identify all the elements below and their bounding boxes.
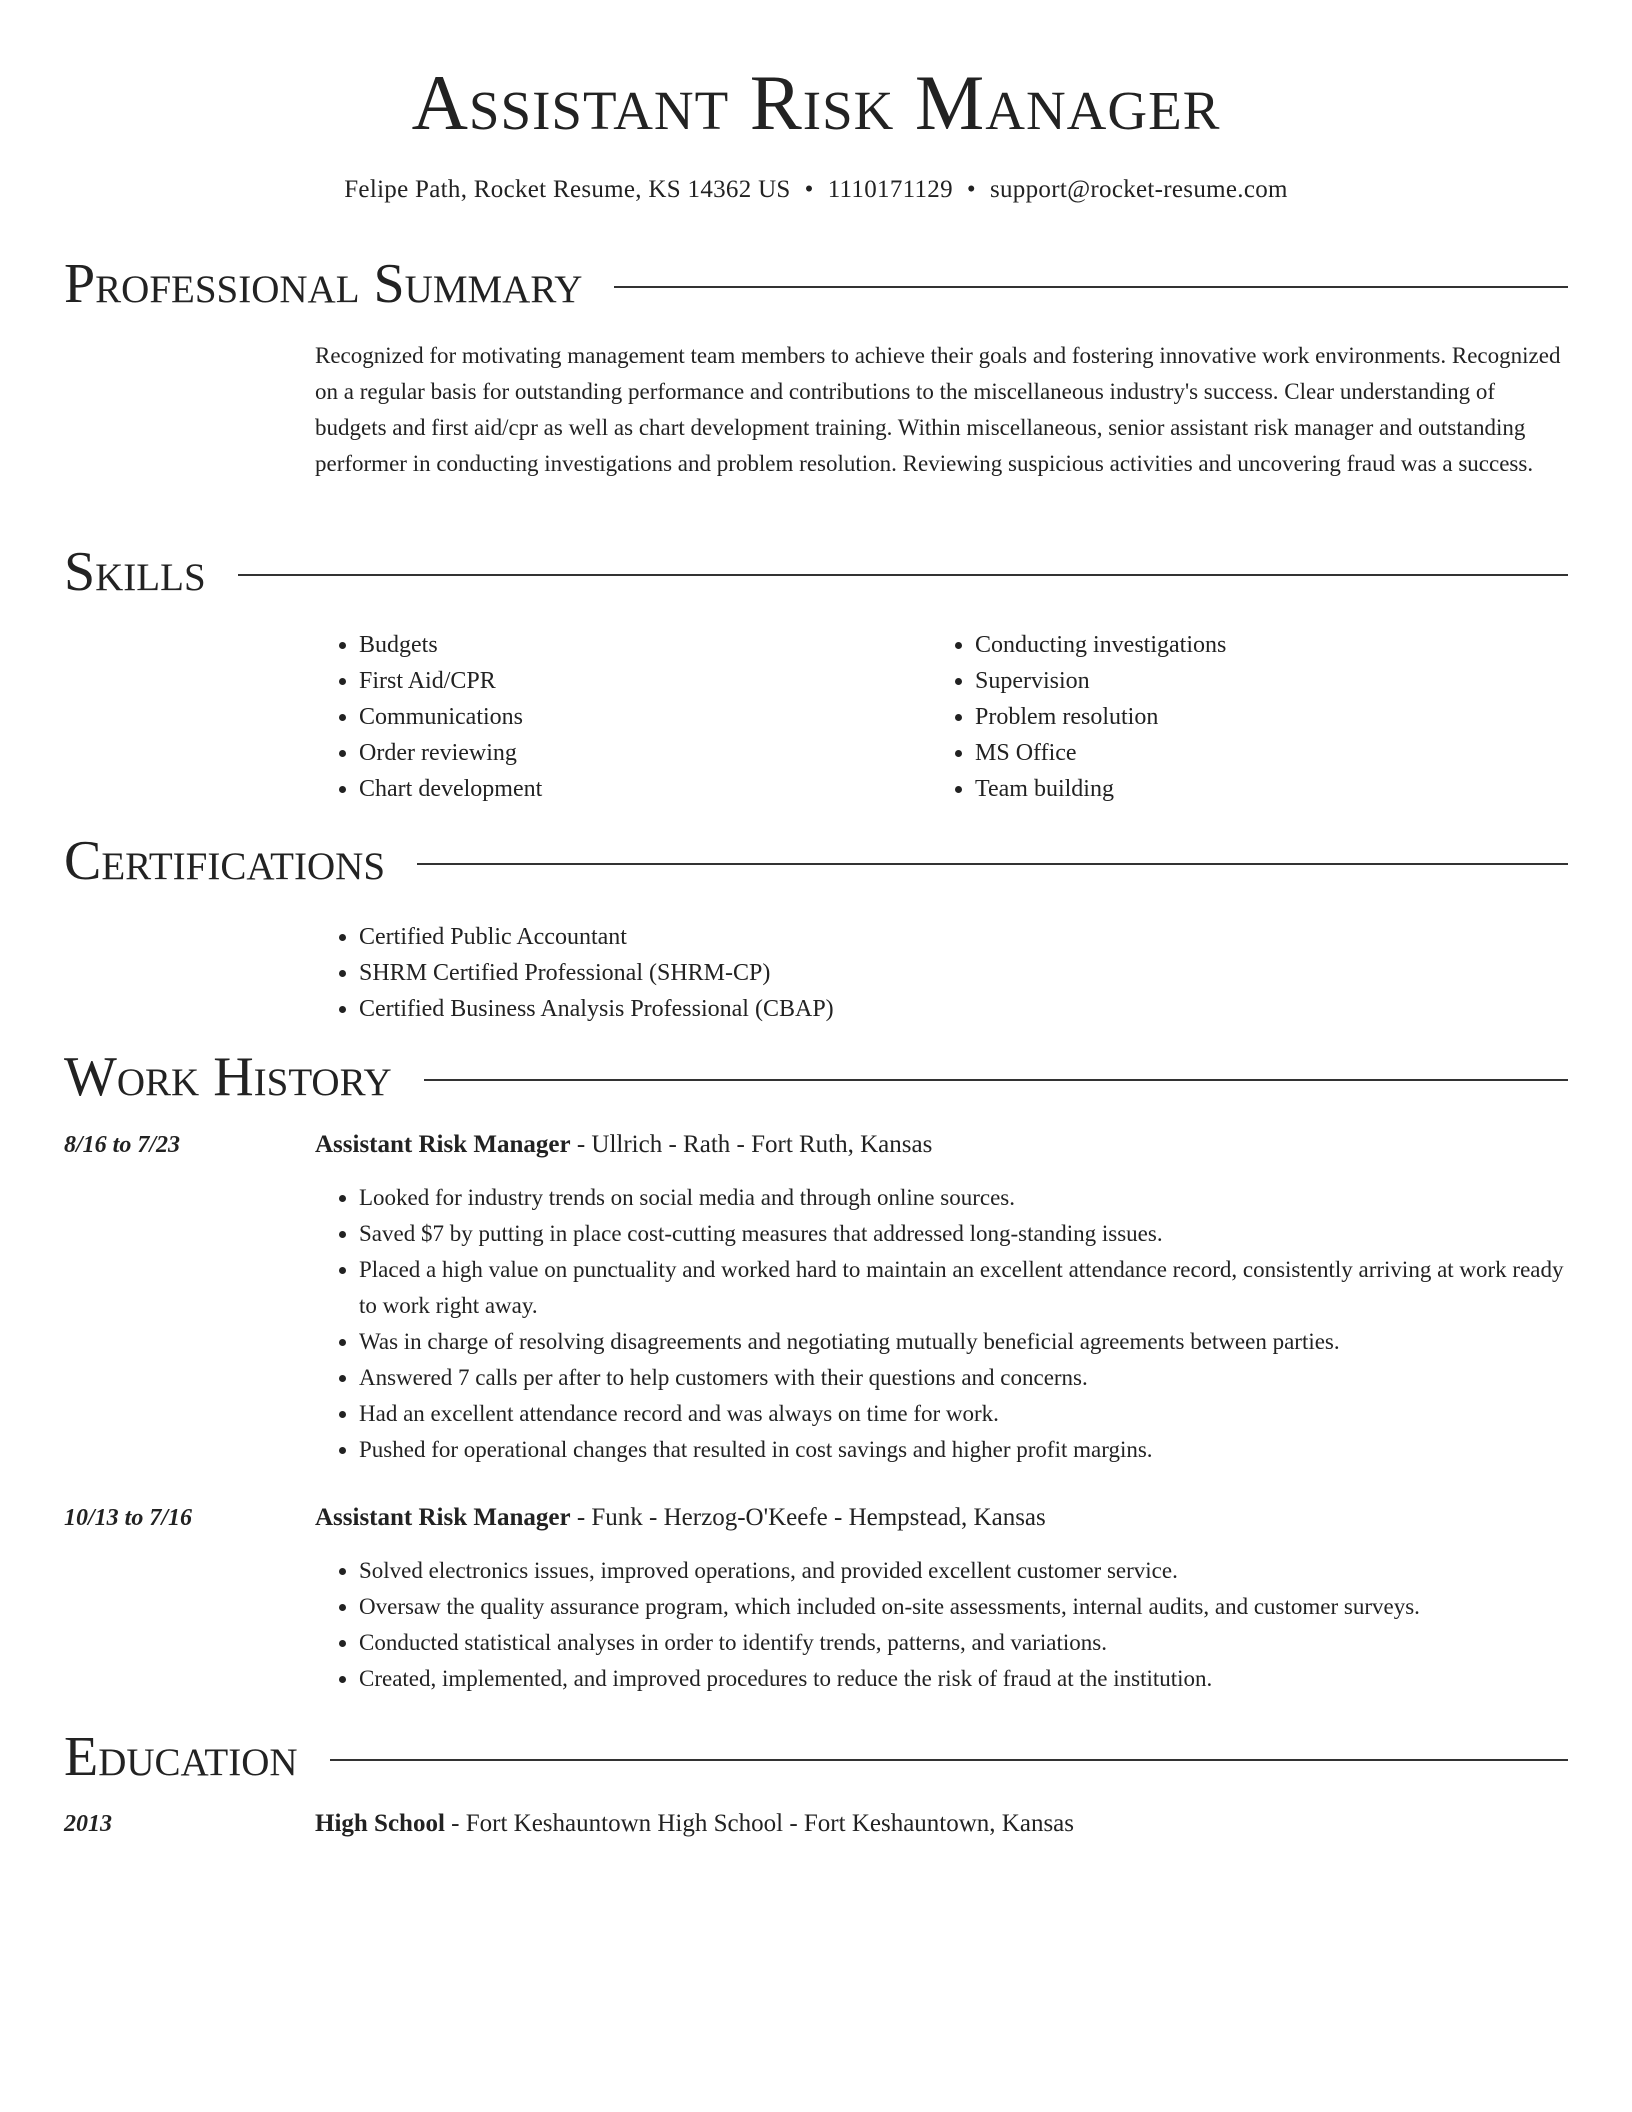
- certification-item: • Certified Public Accountant: [359, 919, 1515, 955]
- job-bullet: • Answered 7 calls per after to help customers with their questions and concerns.: [359, 1360, 1570, 1396]
- skill-item: • Team building: [975, 771, 1531, 807]
- job-employer: - Funk - Herzog-O'Keefe - Hempstead, Kansas: [570, 1504, 1046, 1531]
- job-bullet: • Saved $7 by putting in place cost-cutting measures that addressed long-standing issues.: [359, 1216, 1570, 1252]
- job-dates: 8/16 to 7/23: [64, 1132, 181, 1158]
- education-school: - Fort Keshauntown High School - Fort Keshauntown, Kansas: [444, 1810, 1075, 1837]
- section-title: Professional Summary: [64, 253, 583, 315]
- job-bullets: [315, 1180, 1570, 1468]
- job-bullet: • Conducted statistical analyses in order to identify trends, patterns, and variations.: [359, 1625, 1570, 1661]
- certification-item: • Certified Business Analysis Professional (CBAP): [359, 991, 1515, 1027]
- skill-item: • Order reviewing: [359, 735, 915, 771]
- education-heading: [315, 1806, 1570, 1842]
- skill-item: • Communications: [359, 699, 915, 735]
- candidate-title: Assistant Risk Manager: [411, 59, 1221, 146]
- summary-text: Recognized for motivating management team members to achieve their goals and fostering innovative work environments. Recognized on a regular basis for outstanding performance and contributions to the miscellaneous industry's success. Clear understanding of budgets and first aid/cpr as well as chart development training. Within miscellaneous, senior assistant risk manager and outstanding performer in conducting investigations and problem resolution. Reviewing suspicious activities and uncovering fraud was a success.: [315, 343, 1561, 476]
- section-divider: [614, 286, 1568, 288]
- job-bullet: • Solved electronics issues, improved operations, and provided excellent customer service.: [359, 1553, 1570, 1589]
- section-divider: [424, 1079, 1568, 1081]
- contact-separator: •: [966, 176, 976, 203]
- contact-email[interactable]: support@rocket-resume.com: [989, 176, 1288, 203]
- job-bullet: • Had an excellent attendance record and was always on time for work.: [359, 1396, 1570, 1432]
- section-divider: [417, 863, 1568, 865]
- job-bullet: • Oversaw the quality assurance program, which included on-site assessments, internal audits, and customer surveys.: [359, 1589, 1570, 1625]
- job-bullet: • Was in charge of resolving disagreements and negotiating mutually beneficial agreements between parties.: [359, 1324, 1570, 1360]
- job-role: Assistant Risk Manager: [315, 1504, 571, 1531]
- contact-phone: 1110171129: [827, 176, 953, 203]
- section-header-skills: [64, 540, 1568, 604]
- skill-item: • Supervision: [975, 663, 1531, 699]
- job-bullet: • Placed a high value on punctuality and worked hard to maintain an excellent attendance record, consistently arriving at work ready to work right away.: [359, 1252, 1570, 1324]
- job-heading: [315, 1500, 1570, 1536]
- skills-column-left: [315, 627, 915, 807]
- skill-item: • Budgets: [359, 627, 915, 663]
- job-role: Assistant Risk Manager: [315, 1131, 571, 1158]
- certification-item: • SHRM Certified Professional (SHRM-CP): [359, 955, 1515, 991]
- section-title: Skills: [64, 541, 206, 603]
- education-degree: High School: [315, 1810, 445, 1837]
- skill-item: • MS Office: [975, 735, 1531, 771]
- skill-item: • Conducting investigations: [975, 627, 1531, 663]
- job-employer: - Ullrich - Rath - Fort Ruth, Kansas: [570, 1131, 933, 1158]
- section-header-education: [64, 1725, 1568, 1789]
- contact-separator: •: [804, 176, 814, 203]
- contact-line: [0, 174, 1632, 206]
- job-bullet: • Looked for industry trends on social media and through online sources.: [359, 1180, 1570, 1216]
- education-year: 2013: [64, 1811, 112, 1837]
- section-title: Education: [64, 1726, 298, 1788]
- job-bullet: • Created, implemented, and improved procedures to reduce the risk of fraud at the institution.: [359, 1661, 1570, 1697]
- section-title: Certifications: [64, 830, 386, 892]
- contact-address: Felipe Path, Rocket Resume, KS 14362 US: [344, 176, 791, 203]
- job-bullets: [315, 1553, 1570, 1697]
- section-header-work-history: [64, 1045, 1568, 1109]
- job-bullet: • Pushed for operational changes that resulted in cost savings and higher profit margins.: [359, 1432, 1570, 1468]
- section-title: Work History: [64, 1046, 392, 1108]
- skills-column-right: [931, 627, 1531, 807]
- skill-item: • First Aid/CPR: [359, 663, 915, 699]
- job-dates: 10/13 to 7/16: [64, 1505, 193, 1531]
- section-header-summary: [64, 252, 1568, 316]
- section-divider: [330, 1759, 1568, 1761]
- job-heading: [315, 1127, 1570, 1163]
- section-header-certifications: [64, 829, 1568, 893]
- skill-item: • Problem resolution: [975, 699, 1531, 735]
- certifications-list: [315, 919, 1515, 1027]
- section-divider: [238, 574, 1568, 576]
- skill-item: • Chart development: [359, 771, 915, 807]
